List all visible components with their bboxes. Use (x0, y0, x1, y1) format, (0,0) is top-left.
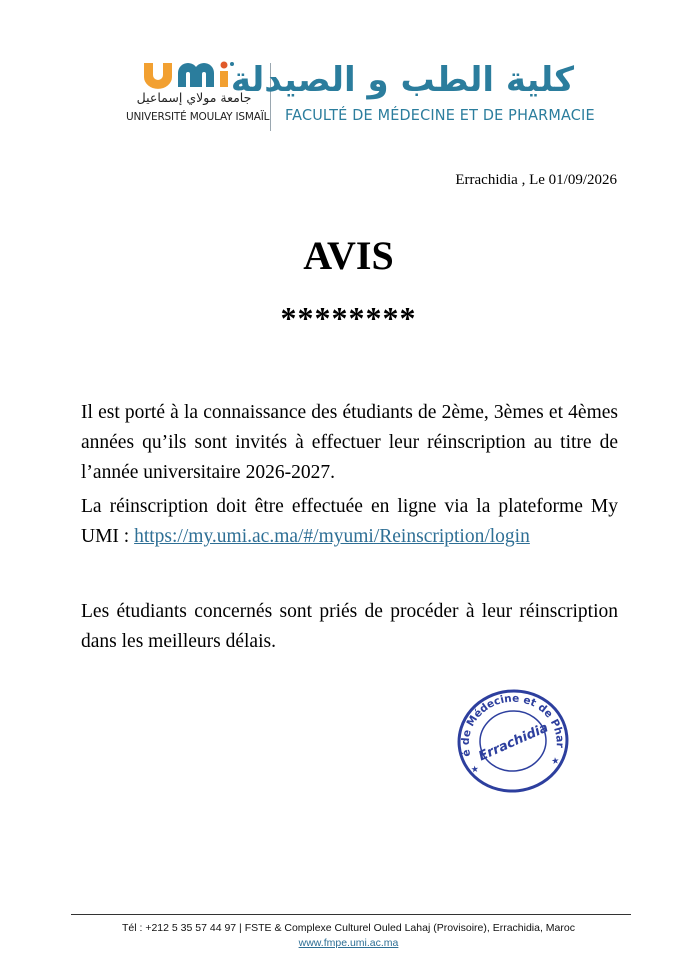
star-separator: ******** (280, 300, 417, 336)
paragraph-1: Il est porté à la connaissance des étudiants de 2ème, 3èmes et 4èmes années qu’ils sont invités à effectuer leur réinscription au titre de l’année universitaire 2026-2027. (81, 402, 618, 483)
notice-title: AVIS (303, 233, 394, 278)
svg-text:Faculté de Médecine et de Phar: Faculté de Médecine et de Pharmacie (459, 692, 566, 758)
svg-text:Errachidia: Errachidia (476, 720, 551, 765)
official-stamp (452, 684, 574, 798)
faculty-arabic-name: كلية الطب و الصيدلة (230, 60, 574, 100)
letterhead (0, 0, 697, 140)
footer-contact: Tél : +212 5 35 57 44 97 | FSTE & Complexe Culturel Ouled Lahaj (Provisoire), Errachidia, Maroc (122, 922, 575, 934)
paragraph-2 (81, 492, 618, 552)
svg-text:★: ★ (470, 764, 480, 776)
footer-divider (71, 914, 631, 915)
svg-text:★: ★ (550, 756, 560, 768)
stamp-seal-icon (452, 684, 574, 798)
faculty-french-name: FACULTÉ DE MÉDECINE ET DE PHARMACIE (285, 106, 595, 124)
paragraph-2-text: La réinscription doit être effectuée en ligne via la plateforme My UMI : (81, 496, 618, 547)
umi-latin-name: UNIVERSITÉ MOULAY ISMAÏL (126, 111, 270, 123)
umi-arabic-name: جامعة مولاي إسماعيل (136, 90, 252, 105)
paragraph-3: Les étudiants concernés sont priés de procéder à leur réinscription dans les meilleurs délais. (81, 601, 618, 652)
date-line: Errachidia , Le 01/09/2026 (455, 172, 617, 188)
reinscription-link[interactable]: https://my.umi.ac.ma/#/myumi/Reinscription/login (134, 526, 530, 547)
footer-website-link[interactable]: www.fmpe.umi.ac.ma (298, 937, 399, 949)
